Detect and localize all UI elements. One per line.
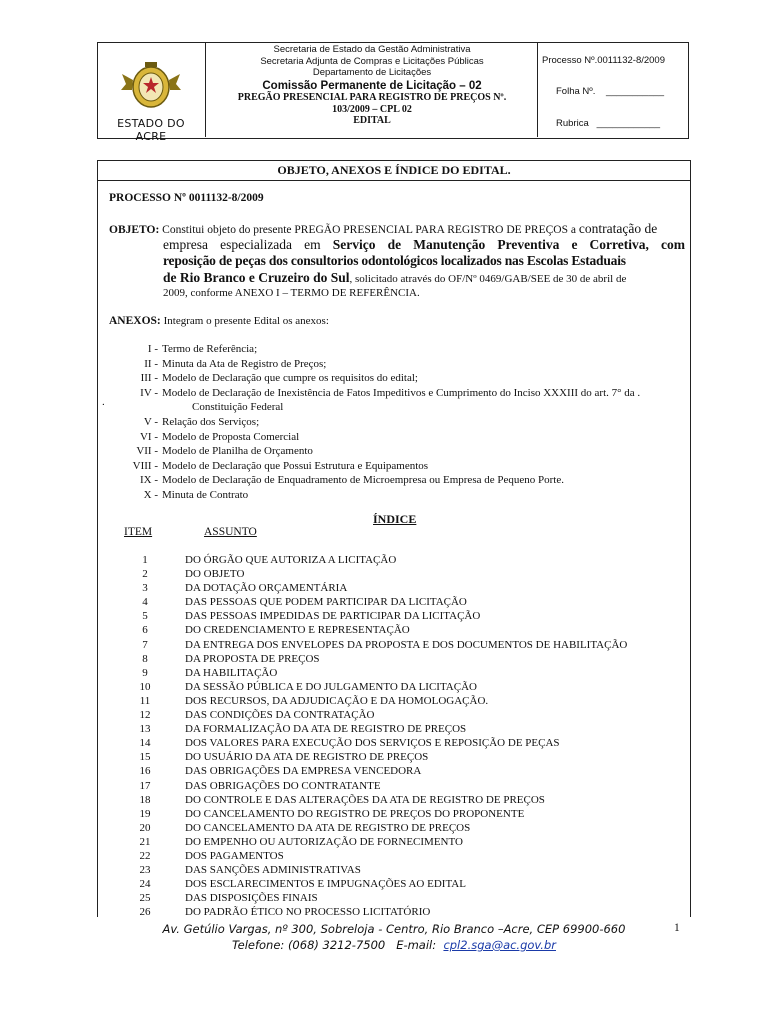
anexo-text: Modelo de Planilha de Orçamento (162, 445, 313, 458)
indice-number: 8 (142, 652, 148, 665)
anexo-text: Relação dos Serviços; (162, 415, 260, 428)
indice-list (125, 553, 685, 919)
state-name: ESTADO DO ACRE (117, 117, 185, 143)
anexos-margin-dot: . (102, 396, 105, 408)
indice-row (125, 623, 685, 637)
header-processo: Processo Nº.0011132-8/2009 (542, 55, 666, 66)
anexo-text: Modelo de Declaração de Inexistência de Fatos Impeditivos e Cumprimento do Inciso XXXIII do art. 7° da . (162, 386, 641, 399)
anexo-item (100, 357, 690, 372)
indice-number: 25 (139, 892, 151, 905)
indice-number: 19 (139, 807, 151, 820)
indice-number: 9 (142, 666, 148, 679)
indice-number: 10 (139, 680, 151, 693)
folha-line: ___________ (605, 86, 665, 97)
indice-number: 1 (142, 554, 148, 566)
indice-subject: DAS DISPOSIÇÕES FINAIS (185, 892, 318, 905)
indice-row (125, 638, 685, 652)
anexo-number (100, 400, 162, 415)
indice-number: 14 (139, 737, 151, 750)
footer-address: Av. Getúlio Vargas, nº 300, Sobreloja - Centro, Rio Branco –Acre, CEP 69900-660 (162, 922, 626, 936)
indice-number: 5 (142, 610, 148, 623)
indice-subject: DAS OBRIGAÇÕES DO CONTRATANTE (185, 779, 381, 792)
indice-row (125, 694, 685, 708)
anexos-list (100, 342, 690, 503)
indice-row (125, 595, 685, 609)
indice-subject: DA FORMALIZAÇÃO DA ATA DE REGISTRO DE PREÇOS (185, 723, 467, 736)
objeto-cidades: de Rio Branco e Cruzeiro do Sul (163, 270, 350, 285)
indice-number: 3 (142, 582, 148, 595)
anexo-text: Minuta de Contrato (162, 488, 249, 501)
header-line-pregao: PREGÃO PRESENCIAL PARA REGISTRO DE PREÇOS Nº. (237, 92, 507, 103)
indice-number: 17 (139, 779, 151, 792)
indice-row (125, 736, 685, 750)
indice-subject: DOS VALORES PARA EXECUÇÃO DOS SERVIÇOS E REPOSIÇÃO DE PEÇAS (185, 737, 560, 750)
objeto-line-1 (109, 221, 687, 237)
anexo-number: I - (147, 343, 158, 355)
title-separator (97, 180, 691, 181)
anexo-item (100, 430, 690, 445)
indice-number: 13 (139, 723, 151, 736)
objeto-line-3: reposição de peças dos consultorios odontológicos localizados nas Escolas Estaduais (163, 253, 626, 268)
anexo-number: V - (143, 415, 158, 428)
objeto-intro: Constitui objeto do presente PREGÃO PRESENCIAL PARA REGISTRO DE PREÇOS a (162, 224, 576, 236)
anexo-text: Modelo de Proposta Comercial (162, 430, 300, 443)
header-line-secretaria: Secretaria de Estado da Gestão Administrativa (273, 44, 471, 55)
indice-number: 12 (139, 709, 151, 722)
indice-number: 20 (139, 821, 151, 834)
indice-subject: DO USUÁRIO DA ATA DE REGISTRO DE PREÇOS (185, 751, 429, 764)
anexo-number: II - (144, 357, 158, 370)
header-line-adjunta: Secretaria Adjunta de Compras e Licitações Públicas (260, 55, 484, 67)
indice-row (125, 764, 685, 778)
indice-subject: DO ÓRGÃO QUE AUTORIZA A LICITAÇÃO (185, 554, 397, 566)
indice-row (125, 779, 685, 793)
anexo-item (100, 459, 690, 474)
indice-number: 7 (142, 638, 148, 651)
indice-subject: DAS SANÇÕES ADMINISTRATIVAS (185, 864, 361, 877)
indice-row (125, 666, 685, 680)
header-line-departamento: Departamento de Licitações (312, 67, 432, 78)
indice-row (125, 553, 685, 567)
indice-subject: DA ENTREGA DOS ENVELOPES DA PROPOSTA E DOS DOCUMENTOS DE HABILITAÇÃO (185, 638, 628, 651)
indice-subject: DA PROPOSTA DE PREÇOS (185, 652, 320, 665)
objeto-contratacao: contratação de (578, 221, 658, 236)
header-line-edital: EDITAL (353, 115, 391, 126)
state-seal-icon (120, 60, 182, 112)
indice-row (125, 793, 685, 807)
header-line-comissao: Comissão Permanente de Licitação – 02 (262, 79, 482, 92)
objeto-label: OBJETO: (109, 224, 160, 236)
anexo-item (100, 400, 690, 415)
indice-row (125, 750, 685, 764)
header-institution (207, 44, 537, 127)
indice-subject: DO CANCELAMENTO DO REGISTRO DE PREÇOS DO PROPONENTE (185, 807, 525, 820)
indice-subject: DO CREDENCIAMENTO E REPRESENTAÇÃO (185, 624, 410, 637)
objeto-line-4 (163, 269, 685, 287)
anexo-number: VI - (139, 430, 158, 443)
anexo-item (100, 473, 690, 488)
anexo-item (100, 415, 690, 430)
anexos-label: ANEXOS: (109, 315, 161, 327)
objeto-empresa: empresa especializada em (163, 237, 321, 252)
indice-subject: DOS PAGAMENTOS (185, 849, 284, 862)
objeto-servico: Serviço de Manutenção Preventiva e Corretiva, com (332, 237, 686, 252)
anexo-number: III - (140, 372, 158, 385)
anexo-number: IV - (140, 386, 158, 399)
indice-row (125, 722, 685, 736)
indice-subject: DAS PESSOAS IMPEDIDAS DE PARTICIPAR DA LICITAÇÃO (185, 610, 481, 623)
indice-number: 2 (142, 568, 148, 581)
anexo-item (100, 386, 690, 401)
indice-number: 11 (139, 694, 151, 707)
main-title: OBJETO, ANEXOS E ÍNDICE DO EDITAL. (277, 163, 511, 177)
indice-row (125, 821, 685, 835)
indice-number: 24 (139, 878, 151, 891)
anexo-text: Minuta da Ata de Registro de Preços; (162, 357, 327, 370)
indice-number: 26 (139, 906, 151, 919)
indice-row (125, 891, 685, 905)
indice-number: 15 (139, 751, 151, 764)
indice-number: 16 (139, 765, 151, 778)
anexo-text: Modelo de Declaração de Enquadramento de Microempresa ou Empresa de Pequeno Porte. (162, 474, 564, 487)
indice-subject: DO EMPENHO OU AUTORIZAÇÃO DE FORNECIMENTO (185, 835, 463, 848)
col-item: ITEM (124, 526, 153, 538)
anexo-number: VII - (136, 445, 158, 458)
indice-subject: DOS ESCLARECIMENTOS E IMPUGNAÇÕES AO EDITAL (185, 878, 466, 891)
indice-subject: DO OBJETO (185, 568, 245, 581)
anexo-item (100, 342, 690, 357)
rubrica-label: Rubrica (556, 118, 589, 129)
anexo-text: Constituição Federal (192, 401, 284, 414)
anexo-item (100, 488, 690, 503)
header-line-numero: 103/2009 – CPL 02 (332, 103, 412, 115)
page-number: 1 (674, 922, 680, 934)
footer-email-label: E-mail: (396, 938, 437, 952)
indice-row (125, 863, 685, 877)
indice-row (125, 708, 685, 722)
header-rubrica (556, 118, 660, 129)
col-assunto: ASSUNTO (204, 526, 257, 538)
objeto-line-2 (163, 237, 685, 253)
anexo-text: Modelo de Declaração que Possui Estrutura e Equipamentos (162, 459, 429, 472)
anexo-number: X - (143, 488, 158, 501)
indice-row (125, 567, 685, 581)
footer-contact (97, 937, 691, 953)
anexos-intro: Integram o presente Edital os anexos: (163, 315, 329, 327)
indice-number: 4 (142, 596, 148, 609)
indice-row (125, 581, 685, 595)
rubrica-line: ____________ (596, 118, 661, 129)
objeto-line-5: 2009, conforme ANEXO I – TERMO DE REFERÊNCIA. (163, 287, 420, 299)
folha-label: Folha Nº. (556, 86, 596, 97)
objeto-solicitado: , solicitado através do OF/Nº 0469/GAB/SEE de 30 de abril de (349, 273, 627, 285)
indice-subject: DA HABILITAÇÃO (185, 666, 278, 679)
footer-email-link[interactable]: cpl2.sga@ac.gov.br (443, 938, 556, 952)
indice-row (125, 877, 685, 891)
indice-row (125, 652, 685, 666)
indice-number: 21 (139, 835, 151, 848)
indice-subject: DO CONTROLE E DAS ALTERAÇÕES DA ATA DE REGISTRO DE PREÇOS (185, 793, 545, 806)
indice-number: 6 (142, 624, 148, 637)
processo-number: PROCESSO Nº 0011132-8/2009 (109, 192, 264, 204)
indice-row (125, 807, 685, 821)
anexo-text: Modelo de Declaração que cumpre os requisitos do edital; (162, 372, 418, 385)
indice-subject: DO CANCELAMENTO DA ATA DE REGISTRO DE PREÇOS (185, 821, 471, 834)
indice-subject: DA SESSÃO PÚBLICA E DO JULGAMENTO DA LICITAÇÃO (185, 680, 477, 693)
indice-row (125, 849, 685, 863)
indice-subject: DOS RECURSOS, DA ADJUDICAÇÃO E DA HOMOLOGAÇÃO. (185, 694, 489, 707)
indice-row (125, 835, 685, 849)
indice-row (125, 680, 685, 694)
footer (97, 921, 691, 953)
anexo-number: VIII - (132, 459, 158, 472)
indice-row (125, 609, 685, 623)
indice-number: 23 (139, 864, 151, 877)
indice-title: ÍNDICE (373, 512, 417, 526)
indice-row (125, 905, 685, 919)
footer-phone: Telefone: (068) 3212-7500 (232, 938, 386, 952)
indice-number: 18 (139, 793, 151, 806)
anexos-heading (109, 315, 329, 327)
indice-subject: DAS PESSOAS QUE PODEM PARTICIPAR DA LICITAÇÃO (185, 596, 467, 609)
indice-subject: DO PADRÃO ÉTICO NO PROCESSO LICITATÓRIO (185, 906, 431, 919)
indice-subject: DAS OBRIGAÇÕES DA EMPRESA VENCEDORA (185, 765, 422, 778)
indice-subject: DA DOTAÇÃO ORÇAMENTÁRIA (185, 582, 348, 595)
anexo-text: Termo de Referência; (162, 343, 258, 355)
indice-subject: DAS CONDIÇÕES DA CONTRATAÇÃO (185, 709, 375, 722)
anexo-item (100, 371, 690, 386)
indice-number: 22 (139, 849, 151, 862)
header-folha (556, 86, 664, 97)
anexo-number: IX - (139, 474, 158, 487)
anexo-item (100, 444, 690, 459)
